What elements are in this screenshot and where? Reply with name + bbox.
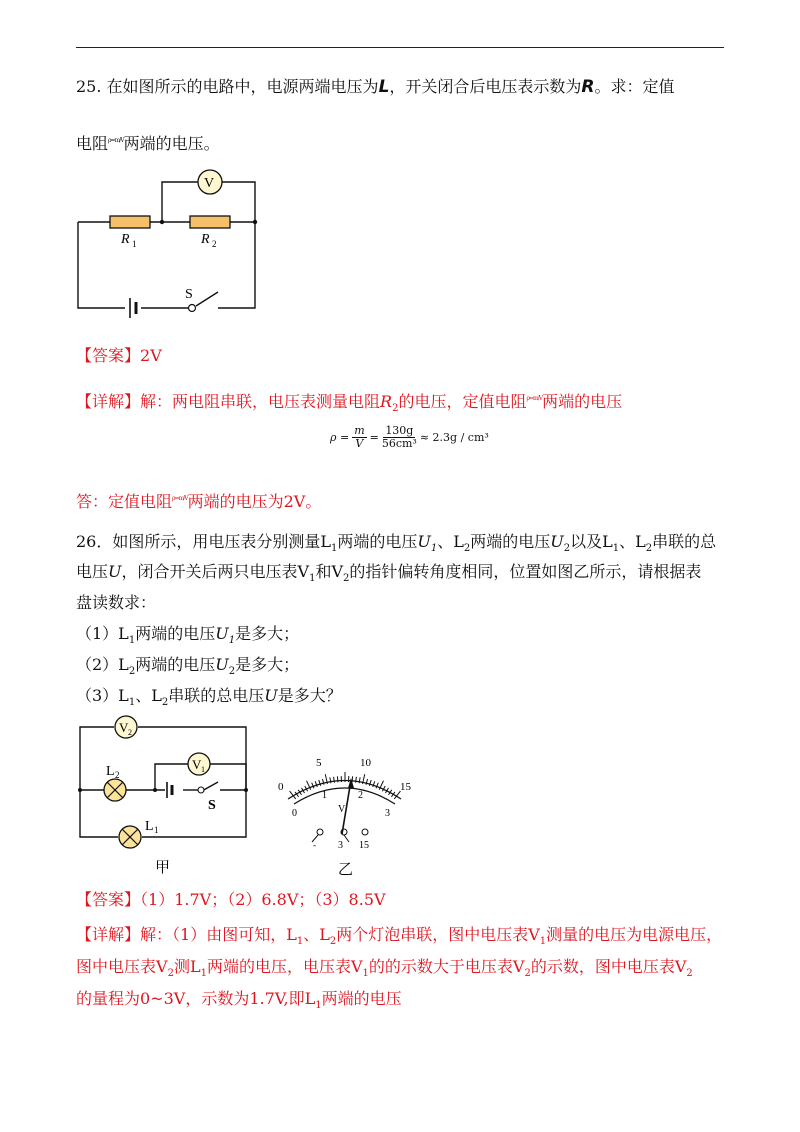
explain-text: 测量的电压为电源电压，: [546, 925, 723, 944]
top-scale-10: 10: [360, 757, 371, 769]
formula-denominator: 56cm³: [381, 437, 417, 450]
formula-denominator: V: [355, 437, 364, 450]
v1-label: V: [192, 757, 202, 772]
q26-text: 和V: [315, 562, 343, 581]
explain-text: 两端的电压: [542, 392, 623, 411]
q25-text: 电阻: [76, 134, 109, 153]
subscript: 2: [645, 543, 653, 555]
q26-text: ，闭合开关后两只电压表V: [121, 562, 310, 581]
q26-text: 两端的电压: [470, 532, 551, 551]
formula-fraction-1: [352, 425, 366, 450]
top-scale-5: 5: [316, 757, 322, 769]
q26-text: 、L: [437, 532, 464, 551]
explain-text: 的的示数大于电压表V: [368, 957, 525, 976]
explain-text: 测L: [173, 957, 201, 976]
bottom-scale-0: 0: [292, 808, 297, 819]
q26-text: 串联的总电压: [168, 686, 265, 705]
explain-subscript: 2: [392, 403, 399, 415]
terminal-15: 15: [359, 840, 369, 851]
answer-tag: 【答案】: [76, 346, 141, 365]
conclusion-text: 两端的电压为2V。: [187, 492, 322, 511]
terminal-3: 3: [338, 840, 343, 851]
subscript: 1: [200, 968, 207, 980]
q26-text: 以及L: [570, 532, 613, 551]
q26-line-3: [76, 593, 156, 613]
q26-text: 的指针偏转角度相同，位置如图乙所示，请根据表: [349, 562, 702, 581]
tiny-density-symbol: ρ=m/V: [526, 395, 543, 402]
figure-caption-jia: 甲: [155, 860, 171, 876]
explain-text: 的量程为0~3V，示数为1.7V,即L: [76, 989, 316, 1008]
header-rule: [76, 47, 724, 48]
r2-label: R: [201, 232, 210, 247]
explain-text: 的示数，图中电压表V: [530, 957, 687, 976]
v2-label: V: [119, 720, 129, 735]
subscript: 1: [612, 543, 620, 555]
terminal-minus: -: [313, 840, 316, 850]
subscript: 1: [539, 936, 547, 948]
formula-numerator: m: [354, 424, 365, 437]
answer-value: （1）1.7V；（2）6.8V；（3）8.5V: [140, 890, 386, 909]
explain-symbol: R: [380, 392, 393, 411]
l2-subscript: 2: [115, 770, 120, 780]
q26-explanation-3: [76, 989, 402, 1016]
bottom-scale-3: 3: [385, 808, 390, 819]
subscript: 2: [128, 666, 136, 678]
subscript: 1: [331, 543, 338, 555]
subscript: 2: [228, 666, 236, 678]
symbol-u: U: [215, 655, 229, 674]
q25-explanation: [76, 389, 622, 419]
subscript: 2: [161, 697, 169, 709]
q26-sub-2: [76, 655, 299, 682]
resistor-r1: [110, 216, 150, 228]
l1-subscript: 1: [154, 825, 159, 835]
subscript: 1: [315, 1000, 322, 1012]
subscript: 1: [128, 635, 136, 647]
formula-lhs: ρ =: [330, 431, 350, 444]
explain-text: 、L: [303, 925, 330, 944]
voltmeter-label: V: [204, 176, 215, 191]
subscript: 2: [167, 968, 174, 980]
subscript: 2: [563, 543, 571, 555]
q26-text: 、L: [135, 686, 162, 705]
answer-tag: 【答案】: [76, 890, 141, 909]
q26-text: 电压: [76, 562, 109, 581]
symbol-r: R: [581, 77, 595, 97]
symbol-u: U: [550, 532, 564, 551]
v1-subscript: 1: [201, 765, 205, 774]
q26-text: 盘读数求：: [76, 593, 157, 612]
figure-caption-yi: 乙: [338, 862, 354, 878]
subscript: 1: [128, 697, 136, 709]
resistor-r2: [190, 216, 230, 228]
lamp-l2: [104, 779, 126, 801]
subscript: 1: [362, 968, 369, 980]
q26-line-2: [76, 562, 701, 589]
lamp-l1: [119, 826, 141, 848]
q26-text: （1）L: [76, 624, 129, 643]
q25-text: 。求：定值: [594, 77, 675, 96]
formula-fraction-2: [382, 425, 417, 450]
q26-answer: [76, 890, 386, 910]
explain-text: 两端的电压，电压表V: [206, 957, 363, 976]
subscript: 1: [430, 543, 438, 555]
q26-text: 是多大；: [235, 655, 300, 674]
q26-text: 两端的电压: [135, 655, 216, 674]
switch-label: S: [208, 798, 216, 813]
top-scale-15: 15: [400, 781, 411, 793]
explain-tag: 【详解】: [76, 925, 141, 944]
l1-label: L: [145, 819, 154, 834]
q26-text: 、L: [619, 532, 646, 551]
symbol-l: L: [378, 77, 390, 97]
q26-text: 26．如图所示，用电压表分别测量L: [76, 532, 331, 551]
q26-text: 是多大；: [235, 624, 300, 643]
q26-text: 两端的电压: [135, 624, 216, 643]
q26-text: （2）L: [76, 655, 129, 674]
symbol-u: U: [215, 624, 229, 643]
subscript: 1: [309, 573, 316, 585]
l2-label: L: [106, 764, 115, 779]
subscript: 2: [524, 968, 531, 980]
q26-voltmeter-dial-yi: [270, 752, 420, 877]
dial-tick: [337, 776, 338, 782]
q26-explanation-2: [76, 957, 693, 984]
answer-value: 2V: [140, 346, 162, 365]
dial-unit: V: [338, 804, 346, 815]
subscript: 2: [463, 543, 471, 555]
subscript: 1: [228, 635, 236, 647]
q26-text: 两端的电压: [337, 532, 418, 551]
v2-subscript: 2: [128, 728, 132, 737]
tiny-density-symbol: ρ=m/V: [108, 137, 124, 144]
formula-rhs: ≈ 2.3g / cm³: [419, 431, 489, 444]
q26-line-1: [76, 532, 716, 559]
subscript: 2: [343, 573, 350, 585]
symbol-u: U: [264, 686, 278, 705]
q25-conclusion: [76, 489, 321, 512]
tiny-density-symbol: ρ=m/V: [172, 495, 188, 502]
q25-circuit-diagram: [70, 165, 270, 325]
symbol-u: U: [417, 532, 431, 551]
q25-answer: [76, 346, 162, 366]
bottom-scale-1: 1: [322, 790, 327, 801]
question-number: 25.: [76, 77, 102, 96]
conclusion-text: 答：定值电阻: [76, 492, 173, 511]
r1-subscript: 1: [132, 239, 137, 249]
symbol-u: U: [108, 562, 122, 581]
r2-subscript: 2: [212, 239, 217, 249]
explain-text: 解：（1）由图可知，L: [140, 925, 297, 944]
q26-sub-1: [76, 624, 299, 651]
q25-text: 在如图所示的电路中，电源两端电压为: [106, 77, 379, 96]
explain-text: 解：两电阻串联，电压表测量电阻: [140, 392, 381, 411]
explain-text: 图中电压表V: [76, 957, 168, 976]
formula-equals: =: [369, 431, 379, 444]
r1-label: R: [121, 232, 130, 247]
subscript: 1: [296, 936, 304, 948]
subscript: 2: [686, 968, 693, 980]
q25-text: 两端的电压。: [123, 134, 220, 153]
density-formula: [330, 425, 489, 450]
dial-tick: [352, 776, 353, 782]
q26-text: 串联的总: [652, 532, 717, 551]
q26-text: （3）L: [76, 686, 129, 705]
explain-text: 两个灯泡串联，图中电压表V: [336, 925, 540, 944]
top-scale-0: 0: [278, 781, 284, 793]
subscript: 2: [329, 936, 337, 948]
q26-text: 是多大？: [277, 686, 342, 705]
q25-text: ，开关闭合后电压表示数为: [389, 77, 582, 96]
q25-line-1: [76, 77, 675, 97]
formula-numerator: 130g: [385, 424, 414, 437]
q25-line-2: [76, 131, 220, 154]
explain-text: 两端的电压: [321, 989, 402, 1008]
q26-explanation-1: [76, 925, 722, 952]
explain-text: 的电压，定值电阻: [398, 392, 527, 411]
switch-label: S: [185, 287, 193, 302]
bottom-scale-2: 2: [358, 790, 363, 801]
q26-circuit-jia: [70, 712, 260, 877]
q26-sub-3: [76, 686, 342, 713]
explain-tag: 【详解】: [76, 392, 141, 411]
